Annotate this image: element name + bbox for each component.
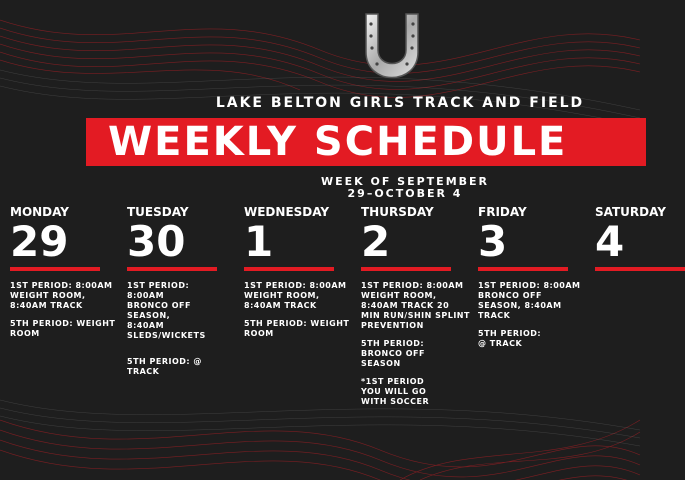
day-name: TUESDAY [127,205,189,219]
first-period-note: 1ST PERIOD: 8:00AM WEIGHT ROOM, 8:40AM TRACK [244,281,347,310]
day-divider [478,267,568,271]
day-number: 2 [361,217,391,266]
day-divider [127,267,217,271]
page-title: LAKE BELTON GIRLS TRACK AND FIELD [215,95,585,111]
day-column-thursday [361,205,471,407]
day-column-tuesday [127,205,237,377]
day-column-saturday [595,205,666,271]
soccer-note: *1ST PERIOD YOU WILL GO WITH SOCCER [361,377,430,406]
banner-title: WEEKLY SCHEDULE [108,119,568,165]
day-column-wednesday [244,205,354,339]
week-range [290,176,520,200]
day-number: 1 [244,217,274,266]
fifth-period-note: 5TH PERIOD: BRONCO OFF SEASON [361,339,425,368]
day-name: WEDNESDAY [244,205,330,219]
first-period-note: 1ST PERIOD: 8:00AM WEIGHT ROOM, 8:40AM TRACK [10,281,113,310]
day-divider [10,267,100,271]
day-name: FRIDAY [478,205,527,219]
week-line-2: 29–OCTOBER 4 [347,187,463,200]
day-name: THURSDAY [361,205,434,219]
first-period-note: 1ST PERIOD: 8:00AM BRONCO OFF SEASON, 8:40AM TRACK [478,281,581,320]
day-divider [361,267,451,271]
first-period-note: 1ST PERIOD: 8:00AM BRONCO OFF SEASON, 8:40AM SLEDS/WICKETS [127,281,206,340]
day-name: MONDAY [10,205,69,219]
fifth-period-note: 5TH PERIOD: @ TRACK [127,357,202,376]
week-line-1: WEEK OF SEPTEMBER [320,175,490,188]
day-column-friday [478,205,588,349]
fifth-period-note: 5TH PERIOD: WEIGHT ROOM [10,319,116,338]
day-column-monday [10,205,120,339]
fifth-period-note: 5TH PERIOD: WEIGHT ROOM [244,319,350,338]
day-number: 3 [478,217,508,266]
day-number: 30 [127,217,186,266]
first-period-note: 1ST PERIOD: 8:00AM WEIGHT ROOM, 8:40AM TRACK 20 MIN RUN/SHIN SPLINT PREVENTION [361,281,470,330]
day-name: SATURDAY [595,205,666,219]
day-divider [595,267,685,271]
day-divider [244,267,334,271]
day-number: 4 [595,217,625,266]
day-number: 29 [10,217,69,266]
fifth-period-note: 5TH PERIOD: @ TRACK [478,329,542,348]
schedule-banner [86,118,646,166]
horseshoe-icon [360,10,424,94]
